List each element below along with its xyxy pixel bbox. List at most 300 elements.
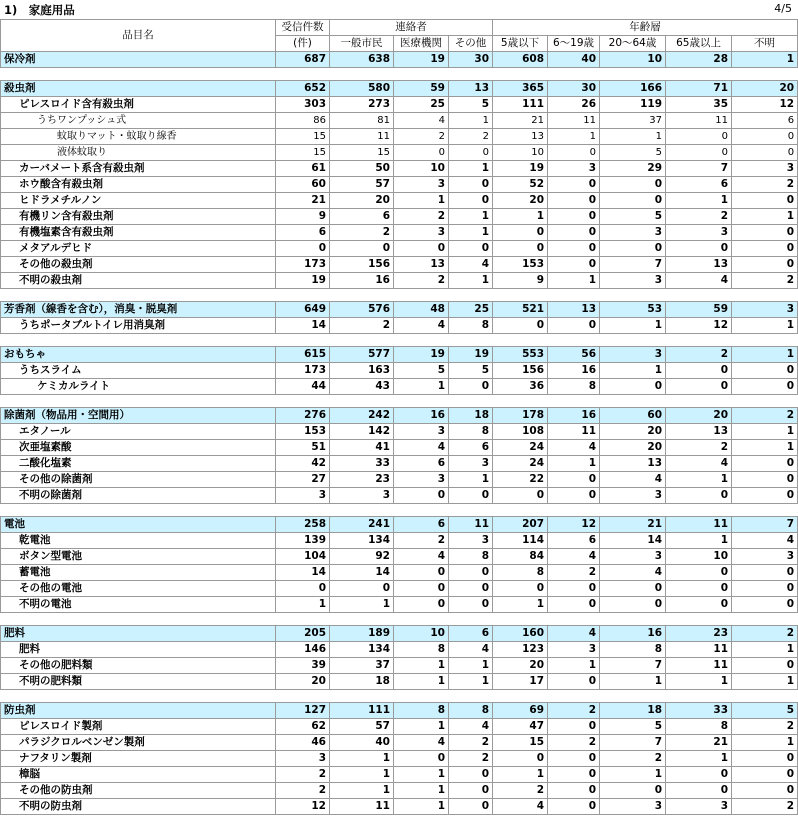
- value-cell: 13: [600, 456, 666, 472]
- value-cell: 20: [600, 424, 666, 440]
- value-cell: 3: [276, 488, 330, 504]
- table-row: [1, 129, 798, 145]
- value-cell: 17: [493, 674, 548, 690]
- value-cell: 59: [666, 302, 732, 318]
- table-row: [1, 719, 798, 735]
- value-cell: 14: [330, 565, 394, 581]
- value-cell: 1: [666, 674, 732, 690]
- value-cell: 4: [600, 565, 666, 581]
- value-cell: 11: [666, 113, 732, 129]
- value-cell: 0: [666, 597, 732, 613]
- statistics-table: [0, 19, 798, 815]
- value-cell: 19: [394, 52, 449, 68]
- item-name: 不明の肥料類: [1, 674, 276, 690]
- value-cell: 0: [548, 597, 600, 613]
- item-name: ホウ酸含有殺虫剤: [1, 177, 276, 193]
- value-cell: 0: [394, 241, 449, 257]
- value-cell: 178: [493, 408, 548, 424]
- value-cell: 1: [449, 161, 493, 177]
- value-cell: 13: [493, 129, 548, 145]
- value-cell: 9: [493, 273, 548, 289]
- value-cell: 53: [600, 302, 666, 318]
- value-cell: 7: [600, 257, 666, 273]
- value-cell: 71: [666, 81, 732, 97]
- value-cell: 24: [493, 440, 548, 456]
- value-cell: 61: [276, 161, 330, 177]
- value-cell: 0: [548, 145, 600, 161]
- value-cell: 127: [276, 703, 330, 719]
- value-cell: 0: [449, 193, 493, 209]
- value-cell: 1: [732, 347, 798, 363]
- value-cell: 139: [276, 533, 330, 549]
- item-name: 電池: [1, 517, 276, 533]
- value-cell: 134: [330, 533, 394, 549]
- item-name: カーバメート系含有殺虫剤: [1, 161, 276, 177]
- value-cell: 37: [600, 113, 666, 129]
- spacer-row: [1, 395, 798, 408]
- value-cell: 1: [394, 767, 449, 783]
- value-cell: 18: [600, 703, 666, 719]
- value-cell: 4: [394, 440, 449, 456]
- table-row: [1, 145, 798, 161]
- value-cell: 687: [276, 52, 330, 68]
- value-cell: 0: [732, 193, 798, 209]
- column-header-age: 20～64歳: [600, 36, 666, 52]
- value-cell: 0: [548, 257, 600, 273]
- value-cell: 4: [449, 642, 493, 658]
- value-cell: 0: [600, 783, 666, 799]
- table-row: [1, 177, 798, 193]
- value-cell: 0: [330, 241, 394, 257]
- value-cell: 1: [732, 318, 798, 334]
- value-cell: 649: [276, 302, 330, 318]
- value-cell: 1: [666, 751, 732, 767]
- value-cell: 12: [732, 97, 798, 113]
- value-cell: 2: [449, 129, 493, 145]
- table-row: [1, 658, 798, 674]
- value-cell: 0: [600, 177, 666, 193]
- value-cell: 4: [666, 456, 732, 472]
- table-row: [1, 581, 798, 597]
- report-header: [0, 0, 798, 18]
- value-cell: 0: [732, 145, 798, 161]
- value-cell: 273: [330, 97, 394, 113]
- value-cell: 27: [276, 472, 330, 488]
- value-cell: 553: [493, 347, 548, 363]
- item-name: ピレスロイド含有殺虫剤: [1, 97, 276, 113]
- value-cell: 0: [732, 581, 798, 597]
- value-cell: 10: [394, 161, 449, 177]
- value-cell: 0: [600, 597, 666, 613]
- value-cell: 0: [732, 379, 798, 395]
- item-name: その他の殺虫剤: [1, 257, 276, 273]
- value-cell: 0: [449, 767, 493, 783]
- value-cell: 1: [276, 597, 330, 613]
- value-cell: 3: [600, 225, 666, 241]
- item-name: メタアルデヒド: [1, 241, 276, 257]
- item-name: 蓄電池: [1, 565, 276, 581]
- value-cell: 2: [548, 565, 600, 581]
- value-cell: 4: [732, 533, 798, 549]
- value-cell: 44: [276, 379, 330, 395]
- value-cell: 8: [666, 719, 732, 735]
- value-cell: 51: [276, 440, 330, 456]
- value-cell: 0: [394, 488, 449, 504]
- value-cell: 3: [666, 225, 732, 241]
- value-cell: 33: [666, 703, 732, 719]
- value-cell: 8: [548, 379, 600, 395]
- value-cell: 4: [548, 440, 600, 456]
- value-cell: 3: [394, 225, 449, 241]
- item-name: 乾電池: [1, 533, 276, 549]
- value-cell: 3: [600, 549, 666, 565]
- value-cell: 5: [600, 209, 666, 225]
- category-row: [1, 408, 798, 424]
- value-cell: 12: [548, 517, 600, 533]
- spacer-cell: [1, 690, 798, 703]
- value-cell: 1: [330, 597, 394, 613]
- column-header-age: 5歳以下: [493, 36, 548, 52]
- value-cell: 1: [732, 209, 798, 225]
- value-cell: 5: [394, 363, 449, 379]
- column-header-count-unit: (件): [276, 36, 330, 52]
- value-cell: 0: [548, 318, 600, 334]
- value-cell: 0: [493, 318, 548, 334]
- value-cell: 0: [493, 241, 548, 257]
- value-cell: 18: [330, 674, 394, 690]
- value-cell: 13: [548, 302, 600, 318]
- value-cell: 8: [449, 703, 493, 719]
- value-cell: 2: [666, 347, 732, 363]
- value-cell: 1: [394, 674, 449, 690]
- value-cell: 3: [449, 456, 493, 472]
- value-cell: 30: [548, 81, 600, 97]
- item-name: うちワンプッシュ式: [1, 113, 276, 129]
- value-cell: 0: [449, 565, 493, 581]
- item-name: 殺虫剤: [1, 81, 276, 97]
- value-cell: 4: [548, 626, 600, 642]
- value-cell: 1: [548, 129, 600, 145]
- value-cell: 4: [600, 472, 666, 488]
- value-cell: 1: [394, 658, 449, 674]
- value-cell: 26: [548, 97, 600, 113]
- value-cell: 1: [732, 735, 798, 751]
- table-row: [1, 549, 798, 565]
- item-name: 樟脳: [1, 767, 276, 783]
- item-name: おもちゃ: [1, 347, 276, 363]
- value-cell: 2: [732, 626, 798, 642]
- value-cell: 1: [493, 597, 548, 613]
- value-cell: 4: [394, 735, 449, 751]
- value-cell: 0: [732, 241, 798, 257]
- value-cell: 1: [548, 658, 600, 674]
- value-cell: 3: [600, 347, 666, 363]
- value-cell: 62: [276, 719, 330, 735]
- value-cell: 6: [449, 440, 493, 456]
- value-cell: 40: [330, 735, 394, 751]
- value-cell: 0: [449, 488, 493, 504]
- value-cell: 1: [330, 783, 394, 799]
- category-row: [1, 517, 798, 533]
- value-cell: 0: [449, 783, 493, 799]
- value-cell: 0: [600, 379, 666, 395]
- value-cell: 15: [276, 145, 330, 161]
- category-row: [1, 52, 798, 68]
- column-header-contact: 医療機関: [394, 36, 449, 52]
- item-name: 芳香剤（線香を含む），消臭・脱臭剤: [1, 302, 276, 318]
- value-cell: 2: [276, 783, 330, 799]
- item-name: 不明の電池: [1, 597, 276, 613]
- value-cell: 189: [330, 626, 394, 642]
- value-cell: 10: [600, 52, 666, 68]
- value-cell: 14: [276, 318, 330, 334]
- spacer-cell: [1, 613, 798, 626]
- table-row: [1, 735, 798, 751]
- item-name: その他の電池: [1, 581, 276, 597]
- item-name: うちポータブルトイレ用消臭剤: [1, 318, 276, 334]
- value-cell: 0: [449, 145, 493, 161]
- column-header-contact: 一般市民: [330, 36, 394, 52]
- value-cell: 0: [732, 257, 798, 273]
- value-cell: 59: [394, 81, 449, 97]
- section-title: 1) 家庭用品: [4, 3, 75, 17]
- value-cell: 0: [548, 799, 600, 815]
- value-cell: 5: [600, 719, 666, 735]
- value-cell: 242: [330, 408, 394, 424]
- value-cell: 10: [666, 549, 732, 565]
- value-cell: 15: [276, 129, 330, 145]
- value-cell: 1: [394, 799, 449, 815]
- value-cell: 1: [666, 193, 732, 209]
- value-cell: 4: [493, 799, 548, 815]
- value-cell: 2: [330, 318, 394, 334]
- value-cell: 20: [600, 440, 666, 456]
- item-name: 肥料: [1, 626, 276, 642]
- category-row: [1, 626, 798, 642]
- value-cell: 2: [449, 735, 493, 751]
- value-cell: 8: [394, 703, 449, 719]
- value-cell: 13: [394, 257, 449, 273]
- value-cell: 2: [732, 799, 798, 815]
- value-cell: 8: [449, 549, 493, 565]
- value-cell: 11: [330, 799, 394, 815]
- value-cell: 2: [732, 408, 798, 424]
- value-cell: 86: [276, 113, 330, 129]
- value-cell: 18: [449, 408, 493, 424]
- category-row: [1, 302, 798, 318]
- item-name: 不明の殺虫剤: [1, 273, 276, 289]
- value-cell: 21: [276, 193, 330, 209]
- value-cell: 12: [276, 799, 330, 815]
- value-cell: 20: [493, 658, 548, 674]
- value-cell: 0: [493, 581, 548, 597]
- value-cell: 3: [600, 488, 666, 504]
- value-cell: 25: [394, 97, 449, 113]
- item-name: 二酸化塩素: [1, 456, 276, 472]
- table-row: [1, 642, 798, 658]
- value-cell: 2: [394, 533, 449, 549]
- value-cell: 4: [394, 113, 449, 129]
- value-cell: 1: [732, 642, 798, 658]
- value-cell: 1: [330, 751, 394, 767]
- value-cell: 8: [394, 642, 449, 658]
- value-cell: 608: [493, 52, 548, 68]
- value-cell: 1: [732, 52, 798, 68]
- item-name: ナフタリン製剤: [1, 751, 276, 767]
- spacer-row: [1, 68, 798, 81]
- item-name: その他の肥料類: [1, 658, 276, 674]
- value-cell: 1: [394, 193, 449, 209]
- value-cell: 2: [330, 225, 394, 241]
- value-cell: 638: [330, 52, 394, 68]
- value-cell: 0: [394, 145, 449, 161]
- table-row: [1, 456, 798, 472]
- item-name: その他の除菌剤: [1, 472, 276, 488]
- value-cell: 11: [666, 517, 732, 533]
- value-cell: 57: [330, 177, 394, 193]
- value-cell: 3: [666, 799, 732, 815]
- value-cell: 47: [493, 719, 548, 735]
- value-cell: 23: [330, 472, 394, 488]
- value-cell: 2: [276, 767, 330, 783]
- value-cell: 1: [449, 225, 493, 241]
- item-name: ケミカルライト: [1, 379, 276, 395]
- item-name: 液体蚊取り: [1, 145, 276, 161]
- value-cell: 6: [449, 626, 493, 642]
- spacer-row: [1, 289, 798, 302]
- value-cell: 0: [330, 581, 394, 597]
- value-cell: 0: [732, 456, 798, 472]
- value-cell: 0: [732, 225, 798, 241]
- value-cell: 11: [548, 113, 600, 129]
- item-name: 除菌剤（物品用・空間用）: [1, 408, 276, 424]
- table-row: [1, 751, 798, 767]
- value-cell: 7: [666, 161, 732, 177]
- item-name: 不明の除菌剤: [1, 488, 276, 504]
- value-cell: 16: [600, 626, 666, 642]
- value-cell: 4: [449, 257, 493, 273]
- table-row: [1, 225, 798, 241]
- value-cell: 8: [600, 642, 666, 658]
- value-cell: 205: [276, 626, 330, 642]
- value-cell: 1: [394, 783, 449, 799]
- value-cell: 0: [548, 241, 600, 257]
- value-cell: 0: [548, 472, 600, 488]
- value-cell: 84: [493, 549, 548, 565]
- table-row: [1, 424, 798, 440]
- value-cell: 0: [548, 209, 600, 225]
- value-cell: 14: [600, 533, 666, 549]
- value-cell: 60: [276, 177, 330, 193]
- value-cell: 0: [276, 241, 330, 257]
- value-cell: 5: [732, 703, 798, 719]
- value-cell: 0: [449, 177, 493, 193]
- table-row: [1, 488, 798, 504]
- table-row: [1, 440, 798, 456]
- value-cell: 16: [548, 363, 600, 379]
- value-cell: 3: [276, 751, 330, 767]
- value-cell: 303: [276, 97, 330, 113]
- value-cell: 0: [666, 241, 732, 257]
- value-cell: 0: [548, 488, 600, 504]
- value-cell: 615: [276, 347, 330, 363]
- value-cell: 43: [330, 379, 394, 395]
- value-cell: 2: [548, 703, 600, 719]
- value-cell: 81: [330, 113, 394, 129]
- item-name: 保冷剤: [1, 52, 276, 68]
- value-cell: 0: [449, 597, 493, 613]
- value-cell: 0: [732, 363, 798, 379]
- item-name: ボタン型電池: [1, 549, 276, 565]
- column-group-age: 年齢層: [493, 20, 798, 36]
- value-cell: 2: [449, 751, 493, 767]
- value-cell: 35: [666, 97, 732, 113]
- value-cell: 0: [732, 129, 798, 145]
- value-cell: 576: [330, 302, 394, 318]
- value-cell: 5: [449, 363, 493, 379]
- value-cell: 19: [493, 161, 548, 177]
- value-cell: 16: [330, 273, 394, 289]
- value-cell: 1: [449, 273, 493, 289]
- value-cell: 521: [493, 302, 548, 318]
- value-cell: 52: [493, 177, 548, 193]
- value-cell: 0: [732, 767, 798, 783]
- value-cell: 2: [394, 273, 449, 289]
- value-cell: 46: [276, 735, 330, 751]
- value-cell: 0: [732, 565, 798, 581]
- value-cell: 0: [732, 472, 798, 488]
- value-cell: 0: [493, 751, 548, 767]
- value-cell: 10: [493, 145, 548, 161]
- value-cell: 0: [666, 129, 732, 145]
- value-cell: 2: [394, 209, 449, 225]
- value-cell: 3: [732, 302, 798, 318]
- value-cell: 92: [330, 549, 394, 565]
- value-cell: 111: [493, 97, 548, 113]
- item-name: 防虫剤: [1, 703, 276, 719]
- value-cell: 1: [493, 209, 548, 225]
- value-cell: 9: [276, 209, 330, 225]
- table-row: [1, 113, 798, 129]
- value-cell: 0: [548, 767, 600, 783]
- item-name: 有機塩素含有殺虫剤: [1, 225, 276, 241]
- spacer-cell: [1, 334, 798, 347]
- value-cell: 0: [548, 783, 600, 799]
- value-cell: 111: [330, 703, 394, 719]
- value-cell: 28: [666, 52, 732, 68]
- value-cell: 0: [732, 488, 798, 504]
- table-header: [1, 20, 798, 52]
- value-cell: 160: [493, 626, 548, 642]
- item-name: うちスライム: [1, 363, 276, 379]
- value-cell: 19: [449, 347, 493, 363]
- value-cell: 0: [548, 225, 600, 241]
- table-row: [1, 767, 798, 783]
- value-cell: 22: [493, 472, 548, 488]
- value-cell: 0: [493, 488, 548, 504]
- value-cell: 0: [449, 241, 493, 257]
- value-cell: 0: [548, 177, 600, 193]
- value-cell: 0: [666, 581, 732, 597]
- value-cell: 652: [276, 81, 330, 97]
- value-cell: 1: [666, 472, 732, 488]
- value-cell: 2: [732, 719, 798, 735]
- category-row: [1, 81, 798, 97]
- value-cell: 1: [600, 767, 666, 783]
- value-cell: 3: [394, 424, 449, 440]
- item-name: 不明の防虫剤: [1, 799, 276, 815]
- value-cell: 4: [394, 318, 449, 334]
